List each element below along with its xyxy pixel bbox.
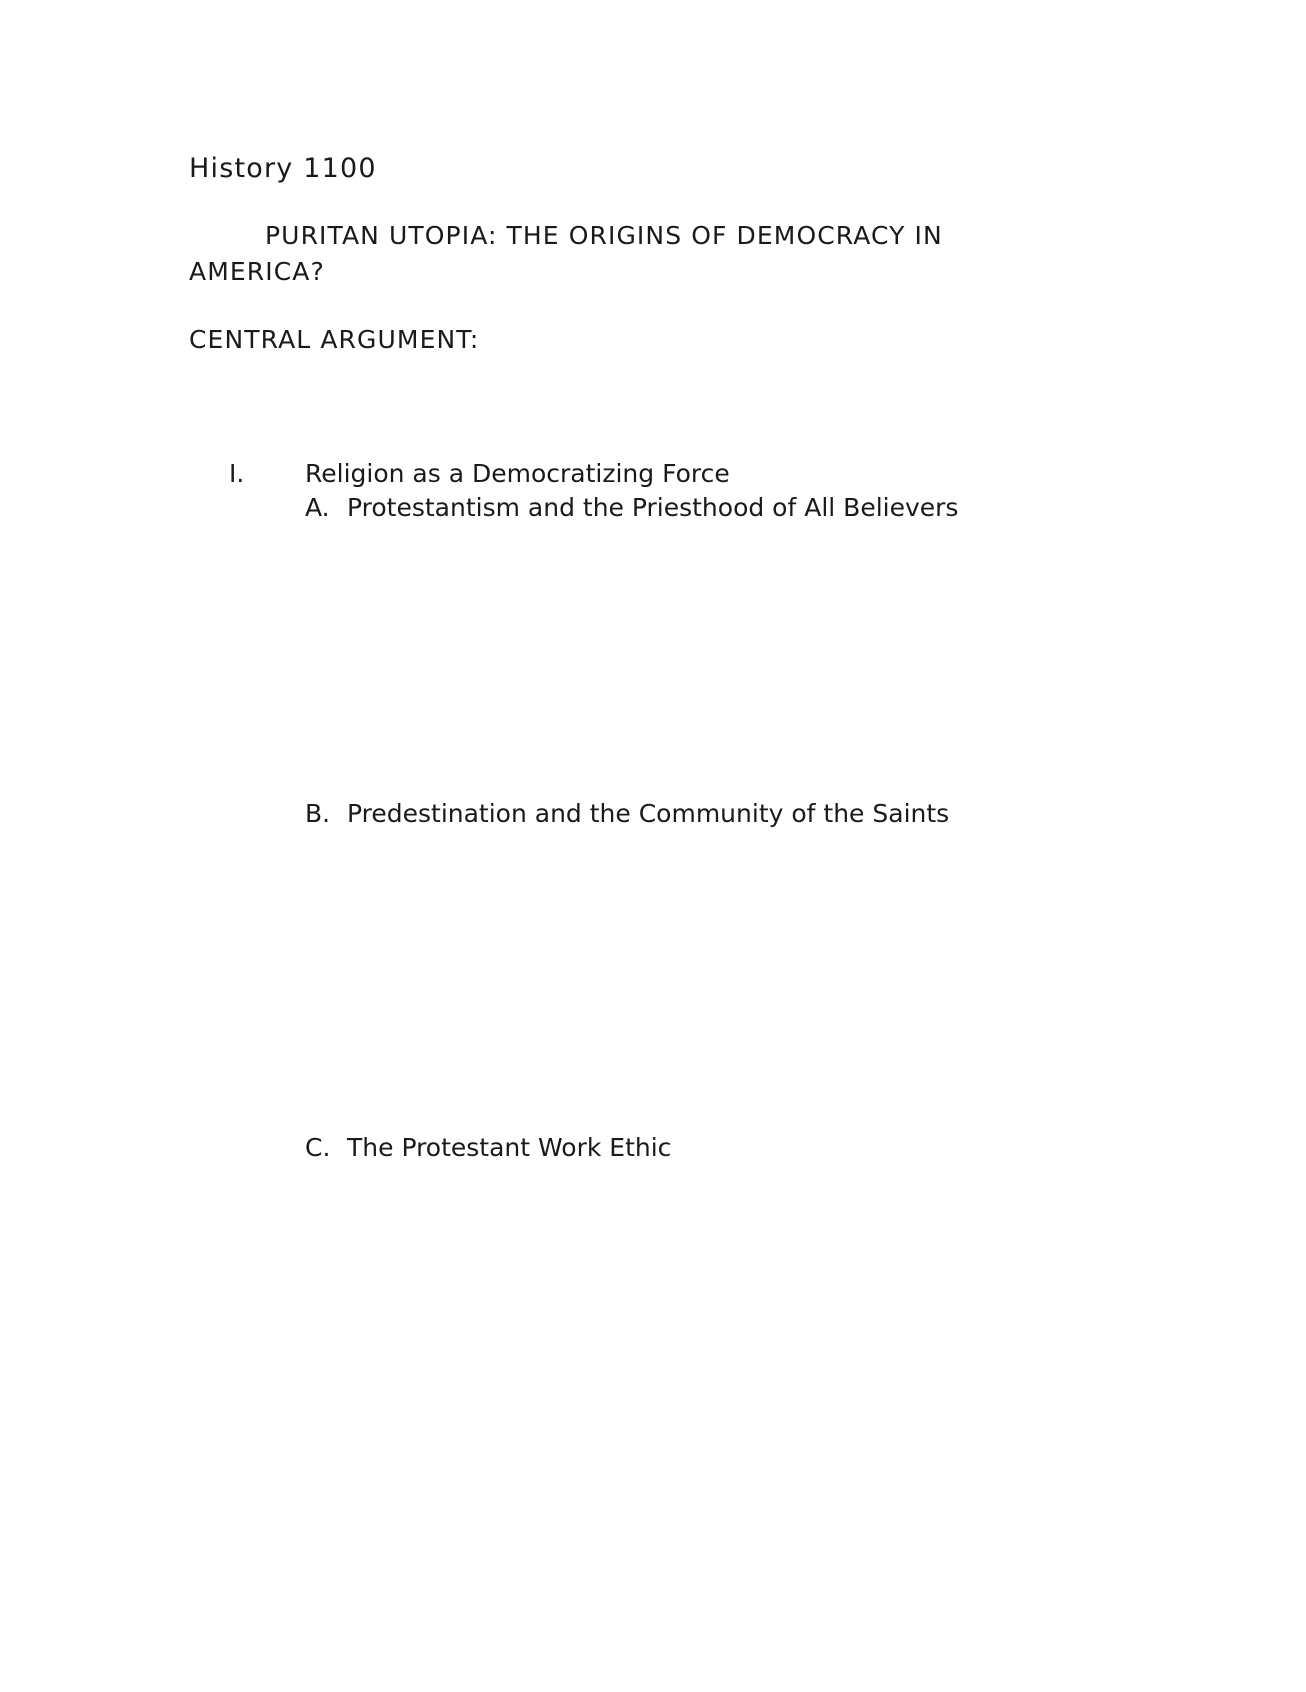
outline-item-letter: A. [305,493,330,522]
outline-numeral: I. [229,459,245,488]
course-title: History 1100 [189,153,377,184]
lecture-title-line-2: AMERICA? [189,257,325,286]
outline-item-text: The Protestant Work Ethic [347,1133,672,1162]
outline-item-letter: C. [305,1133,331,1162]
outline-item-text: Protestantism and the Priesthood of All Believers [347,493,959,522]
outline-item-letter: B. [305,799,331,828]
outline-heading: Religion as a Democratizing Force [305,459,730,488]
outline-item-text: Predestination and the Community of the Saints [347,799,950,828]
lecture-title-line-1: PURITAN UTOPIA: THE ORIGINS OF DEMOCRACY IN [265,221,943,250]
outline-item-c [305,1135,671,1160]
outline-item-b [305,801,949,826]
central-argument-heading: CENTRAL ARGUMENT: [189,325,480,354]
outline-item-a [305,495,958,520]
